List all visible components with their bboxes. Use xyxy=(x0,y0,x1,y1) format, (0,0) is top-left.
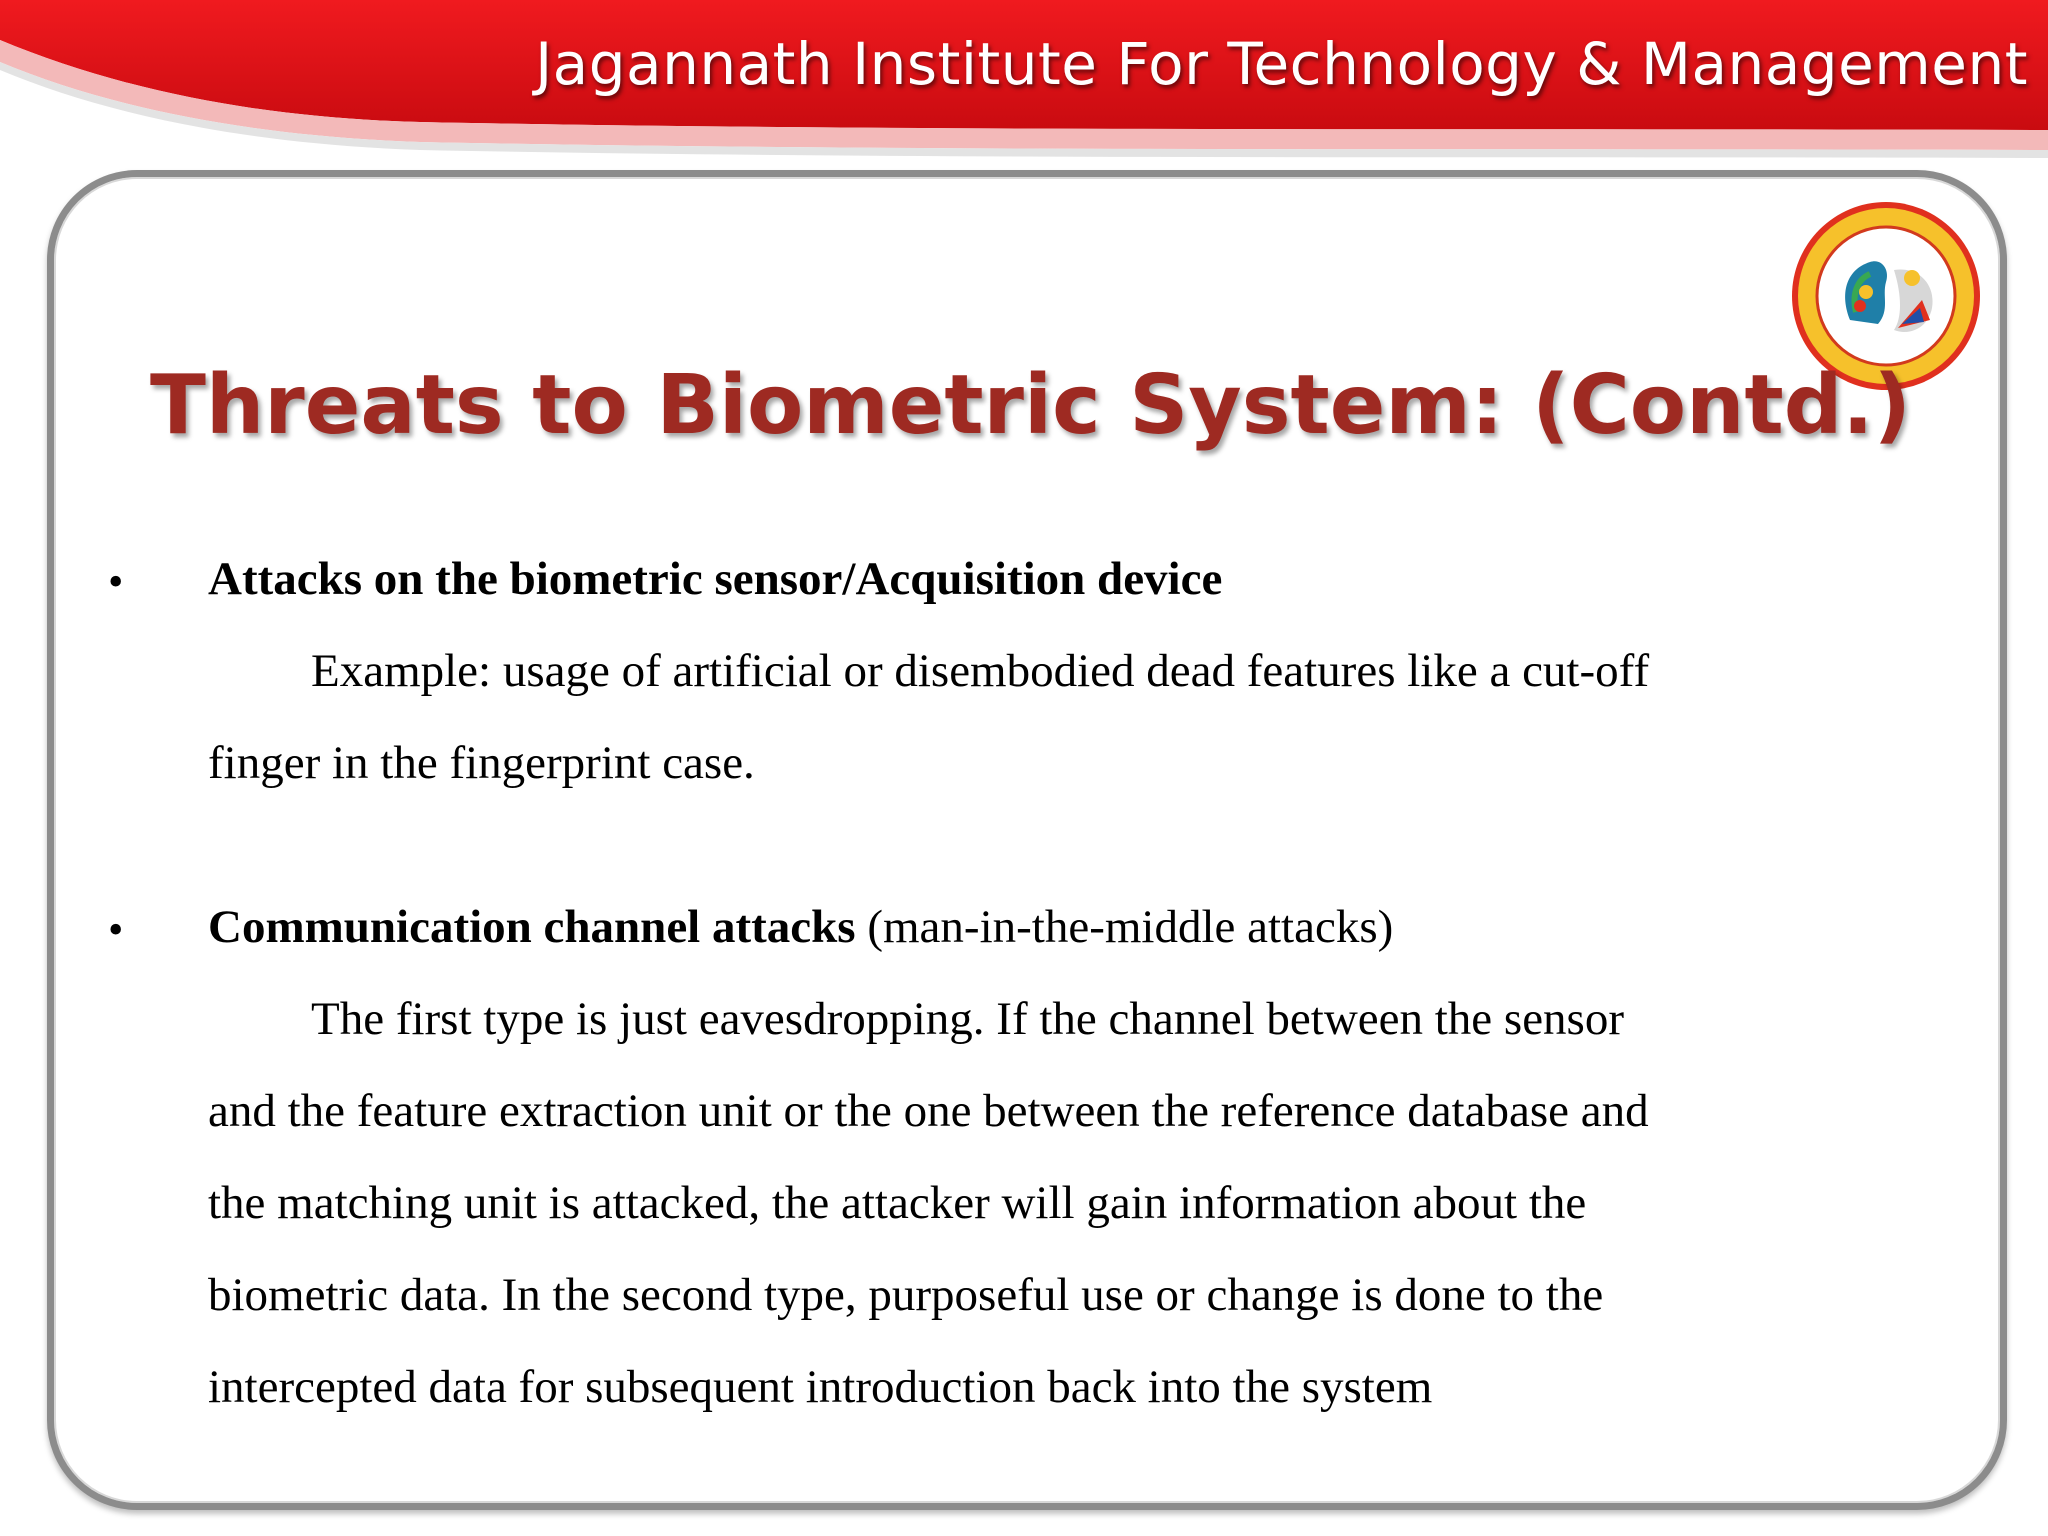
section-heading: Attacks on the biometric sensor/Acquisition device xyxy=(208,553,1223,605)
bullet-marker: • xyxy=(108,557,124,606)
slide-title: Threats to Biometric System: (Contd.) xyxy=(150,358,1912,453)
section-heading-line xyxy=(208,900,1393,954)
body-line: The first type is just eavesdropping. If the channel between the sensor xyxy=(311,993,1624,1045)
section-heading-suffix: (man-in-the-middle attacks) xyxy=(855,901,1394,953)
bullet-marker: • xyxy=(108,905,124,954)
body-line: biometric data. In the second type, purposeful use or change is done to the xyxy=(208,1269,1604,1321)
body-line: the matching unit is attacked, the attacker will gain information about the xyxy=(208,1177,1587,1229)
institute-name: Jagannath Institute For Technology & Management xyxy=(535,30,2028,98)
body-line: and the feature extraction unit or the one between the reference database and xyxy=(208,1085,1649,1137)
body-line: Example: usage of artificial or disembodied dead features like a cut-off xyxy=(311,645,1650,697)
body-line: finger in the fingerprint case. xyxy=(208,737,755,789)
section-heading: Communication channel attacks xyxy=(208,901,856,953)
body-line: intercepted data for subsequent introduction back into the system xyxy=(208,1361,1433,1413)
